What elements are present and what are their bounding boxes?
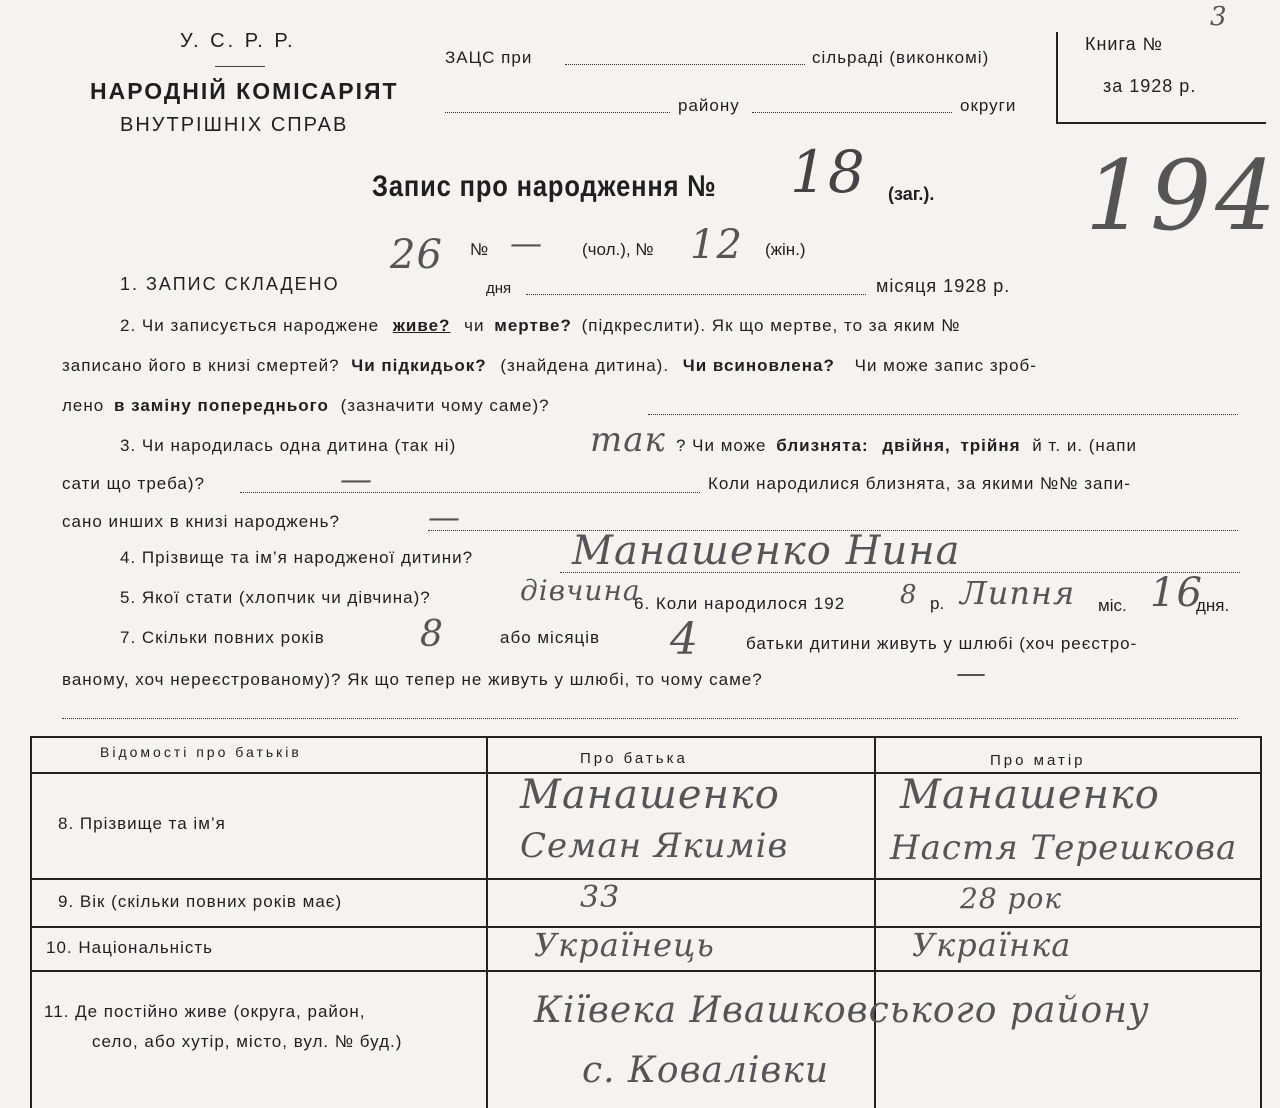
q3-text: 3. Чи народилась одна дитина (так ні): [120, 436, 457, 455]
book-box-bottom-border: [1056, 122, 1266, 124]
q3-rest: й т. и. (напи: [1032, 436, 1137, 455]
q1-day-label: дня: [486, 280, 512, 297]
q1-month-label: місяця 1928 р.: [876, 276, 1011, 296]
female-label: (жін.): [765, 240, 806, 259]
commissariat-title: НАРОДНІЙ КОМІСАРІЯТ: [90, 78, 399, 104]
row11-village: с. Ковалівки: [582, 1050, 830, 1091]
q7-dash: —: [956, 656, 987, 691]
row8-label: 8. Прізвище та ім’я: [58, 814, 226, 833]
q7-months: 4: [670, 614, 699, 665]
q6-day: 16: [1150, 570, 1203, 616]
q2-replace: в заміну попереднього: [113, 396, 329, 415]
table-header-father: Про батька: [580, 750, 688, 767]
q3-dash: —: [340, 460, 373, 498]
header-divider: [215, 66, 265, 67]
q6-dnya: дня.: [1196, 596, 1230, 615]
q2-text-a: 2. Чи записується народжене: [120, 316, 380, 335]
female-number: 12: [690, 222, 743, 268]
q2-line1: [120, 316, 961, 336]
row10-label: 10. Національність: [46, 938, 213, 957]
q2-line2-text-b: (знайдена дитина).: [500, 356, 670, 375]
zags-label: ЗАЦС при: [445, 48, 533, 67]
row11-address: Кіївека Ивашковського району: [534, 990, 1150, 1031]
internal-affairs-label: ВНУТРІШНІХ СПРАВ: [120, 114, 349, 136]
q7-label: 7. Скільки повних років: [120, 628, 325, 647]
ussr-label: У. С. Р. Р.: [180, 30, 296, 52]
q7-or: або місяців: [500, 628, 601, 647]
row11-label-2: село, або хутір, місто, вул. № буд.): [92, 1032, 403, 1051]
q2-alive: живе?: [392, 316, 451, 335]
q2-line2: [62, 356, 1037, 376]
q2-line3-text-b: (зазначити чому саме)?: [340, 396, 550, 415]
q3-twins: близнята:: [776, 436, 869, 455]
q6-label: 6. Коли народилося 192: [634, 594, 846, 613]
q1-label: 1. ЗАПИС СКЛАДЕНО: [120, 274, 340, 294]
row9-father-age: 33: [580, 880, 621, 915]
archive-number: 194: [1085, 140, 1280, 252]
q2-dotted-line: [648, 414, 1238, 415]
q1-dotted-line: [526, 294, 866, 295]
q2-foundling: Чи підкидьок?: [351, 356, 487, 375]
q3-line2b: Коли народилися близнята, за якими №№ запи-: [708, 474, 1131, 493]
q3-line1: [120, 436, 456, 456]
q6-r: р.: [930, 594, 945, 613]
q4-dotted: [560, 572, 1240, 573]
q2-dead: мертве?: [494, 316, 572, 335]
no-label: №: [470, 240, 489, 259]
okrug-label: округи: [960, 96, 1017, 115]
male-label: (чол.), №: [582, 240, 654, 259]
no-top-value: 26: [390, 232, 443, 278]
row11-label: 11. Де постійно живе (округа, район,: [44, 1002, 366, 1021]
book-number-label: Книга №: [1085, 34, 1163, 54]
q2-line2-text-c: Чи може запис зроб-: [854, 356, 1037, 375]
table-header-info: Відомості про батьків: [100, 744, 302, 760]
record-suffix: (заг.).: [888, 184, 935, 204]
q2-text-b: (підкреслити). Як що мертве, то за яким №: [581, 316, 961, 335]
book-number-value: 3: [1210, 2, 1228, 32]
q3-line3-dash: —: [428, 498, 461, 536]
row8-father-name: Семан Якимів: [520, 826, 789, 866]
q2-line3: [62, 396, 550, 416]
row8-mother-surname: Манашенко: [900, 772, 1160, 818]
row8-mother-name: Настя Терешкова: [890, 828, 1238, 868]
q6-mis: міс.: [1098, 596, 1127, 615]
table-col-divider-2: [874, 736, 876, 1108]
row9-mother-age: 28 рок: [960, 882, 1063, 915]
row9-label: 9. Вік (скільки повних років має): [58, 892, 343, 911]
q7-rest: батьки дитини живуть у шлюбі (хоч реєстро-: [746, 634, 1138, 653]
q3-two: двійня,: [882, 436, 951, 455]
q3-answer: так: [590, 420, 666, 460]
table-row1-bottom: [30, 878, 1260, 880]
male-number: —: [510, 224, 543, 262]
village-council-label: сільраді (виконкомі): [812, 48, 990, 67]
q7-dotted: [62, 718, 1238, 719]
q2-line2-text-a: записано його в книзі смертей?: [62, 356, 340, 375]
q5-answer: дівчина: [520, 574, 641, 607]
book-box-left-border: [1056, 32, 1058, 124]
q2-or: чи: [464, 316, 485, 335]
q3-line2a: сати що треба)?: [62, 474, 205, 493]
row8-father-surname: Манашенко: [520, 772, 780, 818]
q2-line3-text-a: лено: [62, 396, 105, 415]
row10-mother-nationality: Українка: [912, 926, 1072, 964]
table-col-divider-1: [486, 736, 488, 1108]
table-row3-bottom: [30, 970, 1260, 972]
q4-answer: Манашенко Нина: [572, 528, 961, 574]
table-header-mother: Про матір: [990, 752, 1086, 769]
q7-years: 8: [420, 614, 444, 655]
q6-year: 8: [900, 580, 918, 610]
q5-label: 5. Якої стати (хлопчик чи дівчина)?: [120, 588, 431, 607]
q3-line1-rest: [676, 436, 1137, 456]
q3-dotted-line: [240, 492, 700, 493]
book-year-label: за 1928 р.: [1103, 76, 1197, 96]
q7-line2: ваному, хоч нереєстрованому)? Як що тепер не живуть у шлюбі, то чому саме?: [62, 670, 763, 689]
q2-adopted: Чи всиновлена?: [682, 356, 835, 375]
q3-twins-a: ? Чи може: [676, 436, 767, 455]
district-dotted-line: [445, 112, 670, 113]
q3-line3: сано инших в книзі народжень?: [62, 512, 340, 531]
district-label: району: [678, 96, 740, 115]
okrug-dotted-line: [752, 112, 952, 113]
record-title: Запис про народження №: [372, 170, 717, 203]
record-number: 18: [790, 138, 866, 206]
row10-father-nationality: Українець: [534, 926, 715, 964]
q3-three: трійня: [960, 436, 1021, 455]
q4-label: 4. Прізвище та ім’я народженої дитини?: [120, 548, 474, 567]
zags-dotted-line: [565, 64, 805, 65]
q6-month: Липня: [960, 574, 1076, 612]
